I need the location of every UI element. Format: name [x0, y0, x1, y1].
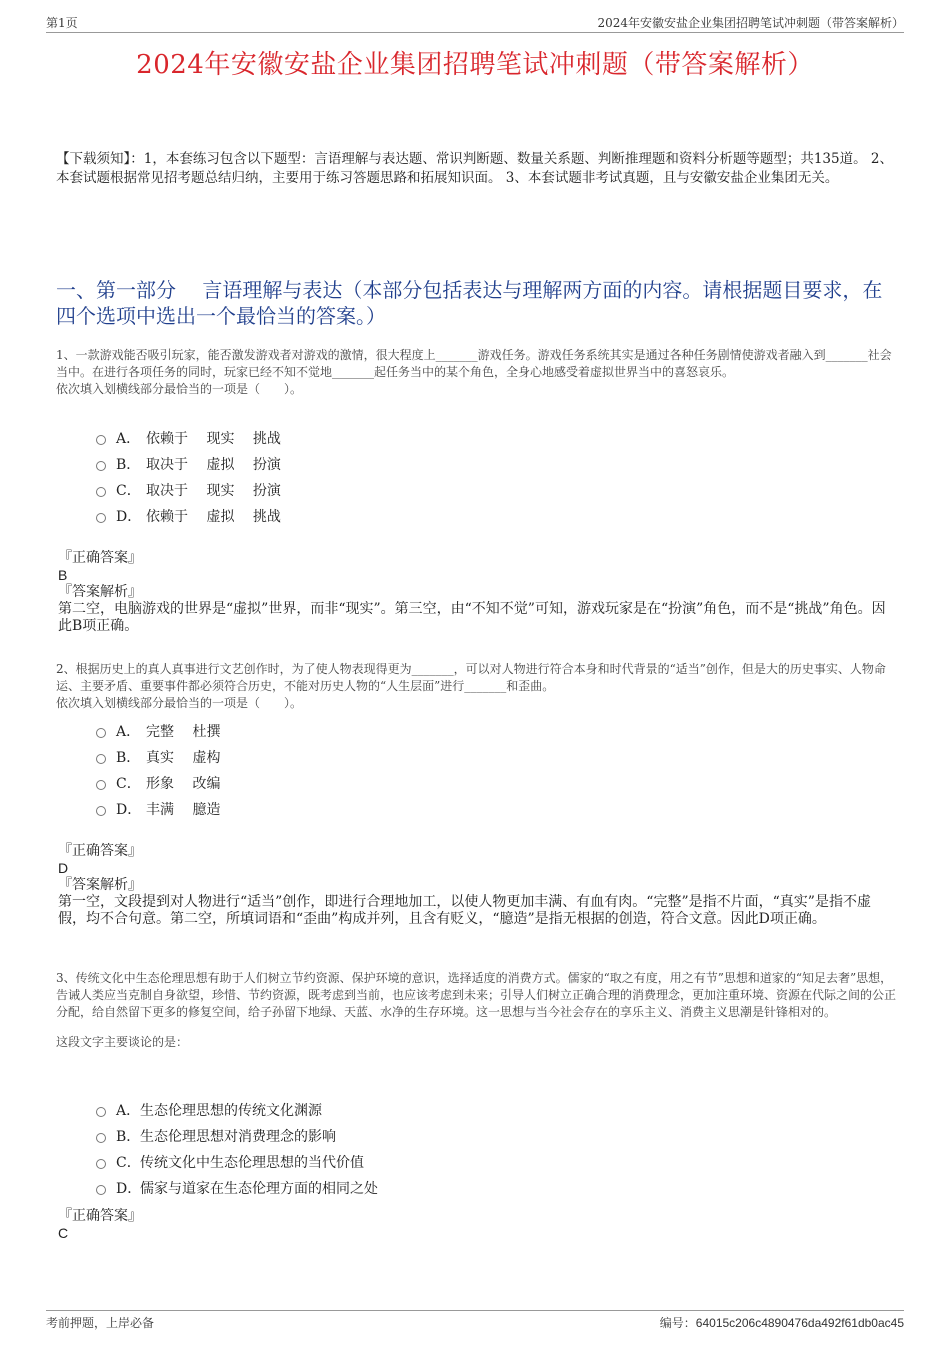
question-3-answer: [58, 1208, 898, 1242]
analysis-label: 『答案解析』: [58, 877, 142, 893]
analysis-text: 第二空，电脑游戏的世界是“虚拟”世界，而非“现实”。第三空，由“不知不觉”可知，游戏玩家是在“扮演”角色，而不是“挑战”角色。因此B项正确。: [58, 601, 886, 634]
radio-icon[interactable]: [96, 1133, 106, 1143]
option-a[interactable]: A． 依赖于 现实 挑战: [96, 425, 496, 451]
question-prompt: 依次填入划横线部分最恰当的一项是（ ）。: [56, 696, 303, 710]
radio-icon[interactable]: [96, 513, 106, 523]
question-prompt: 这段文字主要谈论的是：: [56, 1035, 189, 1049]
page-header: [46, 14, 904, 33]
option-d[interactable]: D． 依赖于 虚拟 挑战: [96, 503, 496, 529]
question-stem: 1、一款游戏能否吸引玩家，能否激发游戏者对游戏的激情，很大程度上_______游戏任务。游戏任务系统其实是通过各种任务剧情使游戏者融入到_______社会当中。在进行各项任务的同时，玩家已经不知不觉地_______起任务当中的某个角色，全身心地感受着虚拟世界当中的喜怒哀乐。: [56, 348, 892, 379]
radio-icon[interactable]: [96, 1159, 106, 1169]
question-prompt: 依次填入划横线部分最恰当的一项是（ ）。: [56, 382, 303, 396]
answer-label: 『正确答案』: [58, 843, 142, 859]
answer-value: B: [58, 567, 68, 583]
radio-icon[interactable]: [96, 1185, 106, 1195]
radio-icon[interactable]: [96, 487, 106, 497]
option-c[interactable]: C． 形象 改编: [96, 770, 496, 796]
question-stem: 3、传统文化中生态伦理思想有助于人们树立节约资源、保护环境的意识，选择适度的消费方式。儒家的“取之有度，用之有节”思想和道家的“知足去奢”思想，告诫人类应当克制自身欲望，珍惜、节约资源，既考虑到当前，也应该考虑到未来；引导人们树立正确合理的消费理念，更加注重环境、资源在代际之间的公正分配，给自然留下更多的修复空间，给子孙留下地绿、天蓝、水净的生存环境。这一思想与当今社会存在的享乐主义、消费主义思潮是针锋相对的。: [56, 971, 897, 1019]
option-b[interactable]: B． 真实 虚构: [96, 744, 496, 770]
answer-value: C: [58, 1225, 69, 1241]
option-c[interactable]: C． 取决于 现实 扮演: [96, 477, 496, 503]
question-2: [56, 661, 900, 712]
answer-value: D: [58, 860, 69, 876]
radio-icon[interactable]: [96, 780, 106, 790]
document-title: 2024年安徽安盐企业集团招聘笔试冲刺题（带答案解析）: [136, 50, 814, 80]
question-3-options: [96, 1097, 496, 1201]
option-a[interactable]: A． 完整 杜撰: [96, 718, 496, 744]
radio-icon[interactable]: [96, 806, 106, 816]
page-number: 第1页: [46, 16, 78, 30]
footer-code: 编号：64015c206c4890476da492f61db0ac45: [659, 1316, 904, 1330]
answer-label: 『正确答案』: [58, 1208, 142, 1224]
header-doc-title: 2024年安徽安盐企业集团招聘笔试冲刺题（带答案解析）: [597, 16, 904, 30]
download-notice: 【下载须知】：1，本套练习包含以下题型：言语理解与表达题、常识判断题、数量关系题、判断推理题和资料分析题等题型；共135道。 2、本套试题根据常见招考题总结归纳，主要用于练习答题思路和拓展知识面。 3、本套试题非考试真题，且与安徽安盐企业集团无关。: [56, 151, 893, 186]
question-1-options: [96, 425, 496, 529]
radio-icon[interactable]: [96, 754, 106, 764]
option-c[interactable]: C． 传统文化中生态伦理思想的当代价值: [96, 1149, 496, 1175]
radio-icon[interactable]: [96, 435, 106, 445]
question-stem: 2、根据历史上的真人真事进行文艺创作时，为了使人物表现得更为_______，可以对人物进行符合本身和时代背景的“适当”创作，但是大的历史事实、人物命运、主要矛盾、重要事件都必须符合历史，不能对历史人物的“人生层面”进行_______和歪曲。: [56, 662, 886, 693]
option-d[interactable]: D． 儒家与道家在生态伦理方面的相同之处: [96, 1175, 496, 1201]
option-b[interactable]: B． 生态伦理思想对消费理念的影响: [96, 1123, 496, 1149]
question-3: [56, 970, 900, 1051]
radio-icon[interactable]: [96, 461, 106, 471]
question-1: [56, 347, 900, 398]
question-1-answer: [58, 550, 898, 635]
radio-icon[interactable]: [96, 728, 106, 738]
section-title: 一、第一部分 言语理解与表达（本部分包括表达与理解两方面的内容。请根据题目要求，在四个选项中选出一个最恰当的答案。）: [56, 278, 883, 328]
answer-label: 『正确答案』: [58, 550, 142, 566]
question-2-options: [96, 718, 496, 822]
option-d[interactable]: D． 丰满 臆造: [96, 796, 496, 822]
option-b[interactable]: B． 取决于 虚拟 扮演: [96, 451, 496, 477]
analysis-label: 『答案解析』: [58, 584, 142, 600]
question-2-answer: [58, 843, 898, 928]
option-a[interactable]: A． 生态伦理思想的传统文化渊源: [96, 1097, 496, 1123]
footer-slogan: 考前押题，上岸必备: [46, 1316, 155, 1330]
page-footer: [46, 1310, 904, 1331]
radio-icon[interactable]: [96, 1107, 106, 1117]
analysis-text: 第一空，文段提到对人物进行“适当”创作，即进行合理地加工，以使人物更加丰满、有血有肉。“完整”是指不片面，“真实”是指不虚假，均不合句意。第二空，所填词语和“歪曲”构成并列，且含有贬义，“臆造”是指无根据的创造，符合文意。因此D项正确。: [58, 894, 871, 927]
